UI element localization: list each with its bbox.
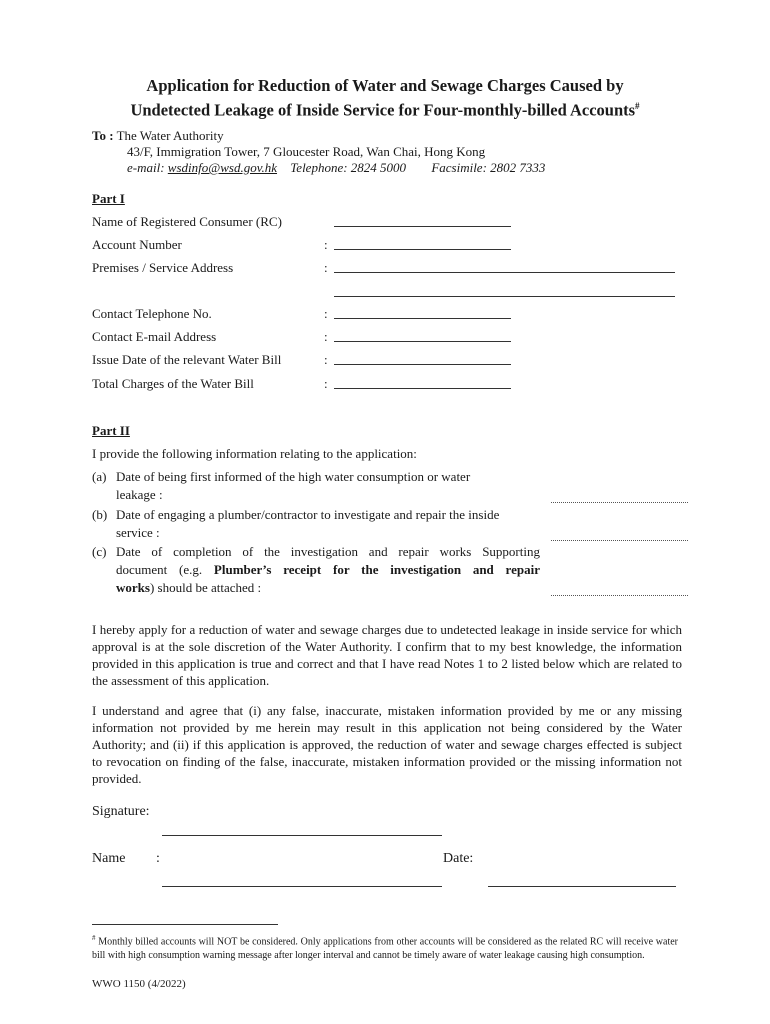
contact-email-input[interactable] [334,341,511,342]
field-label-premises-address: Premises / Service Address [92,260,234,275]
total-charges-input[interactable] [334,388,511,389]
to-label: To : [92,128,114,143]
date-input[interactable] [488,886,676,887]
footnote-mark: # [92,934,96,942]
signature-label: Signature: [92,804,150,819]
item-c-date-input[interactable] [551,595,688,596]
contact-line [127,160,545,176]
declaration-1: I hereby apply for a reduction of water and sewage charges due to undetected leakage in inside service for which approval is at the sole discretion of the Water Authority. I confirm that to my best knowledge, the information provided in this application is true and correct and that I have read Notes 1 to 2 listed below which are related to the assessment of this application. [92,622,682,688]
item-c-line-2-bold: Plumber’s receipt for the investigation and repair [213,562,540,577]
authority-address: 43/F, Immigration Tower, 7 Gloucester Road, Wan Chai, Hong Kong [127,144,486,159]
signature-input[interactable] [162,835,442,836]
item-b-line-1: Date of engaging a plumber/contractor to investigate and repair the inside [116,507,500,522]
field-colon: : [324,306,328,321]
title-footnote-mark: # [635,101,640,111]
form-title [60,75,710,121]
field-colon: : [324,237,328,252]
premises-address-input-line-2[interactable] [334,296,675,297]
part-2-heading: Part II [92,423,130,438]
addressee [92,128,224,144]
title-line-1: Application for Reduction of Water and Sewage Charges Caused by [146,76,624,95]
item-c-line-1: Date of completion of the investigation and repair works Supporting [116,544,540,559]
name-label: Name [92,851,126,866]
field-label-contact-email: Contact E-mail Address [92,329,217,344]
title-line-2: Undetected Leakage of Inside Service for Four-monthly-billed Accounts# [130,100,640,120]
item-c-line-2-text: document (e.g. [116,562,203,577]
item-a-line-2: leakage : [116,487,163,502]
telephone: Telephone: 2824 5000 [290,160,407,175]
item-c-label: (c) [92,544,107,559]
item-b-line-2: service : [116,525,160,540]
to-name: The Water Authority [116,128,224,143]
item-b-date-input[interactable] [551,540,688,541]
facsimile: Facsimile: 2802 7333 [431,160,546,175]
form-code: WWO 1150 (4/2022) [92,978,186,990]
footnote [92,931,678,963]
date-label: Date: [443,851,474,866]
account-number-input[interactable] [334,249,511,250]
contact-telephone-input[interactable] [334,318,511,319]
item-c-line-3-text: ) should be attached : [149,580,262,595]
item-c-line-3 [116,580,261,596]
item-a-label: (a) [92,469,107,484]
field-colon: : [324,352,328,367]
item-a-date-input[interactable] [551,502,688,503]
field-colon: : [324,329,328,344]
email-label: e-mail: [127,160,165,175]
email-link[interactable]: wsdinfo@wsd.gov.hk [167,160,278,175]
consumer-name-input[interactable] [334,226,511,227]
field-colon: : [324,260,328,275]
field-label-consumer-name: Name of Registered Consumer (RC) [92,214,282,229]
premises-address-input-line-1[interactable] [334,272,675,273]
field-label-issue-date: Issue Date of the relevant Water Bill [92,352,282,367]
footnote-text: Monthly billed accounts will NOT be considered. Only applications from other accounts will be considered as the related RC will receive water bill with high consumption warning message after longer interval and cannot be timely aware of water leakage causing high consumption. [92,936,678,962]
item-c-line-2 [116,562,540,578]
issue-date-input[interactable] [334,364,511,365]
item-c-line-3-bold: works [116,580,150,595]
field-label-contact-telephone: Contact Telephone No. [92,306,212,321]
name-colon: : [156,851,160,866]
field-label-account-number: Account Number [92,237,182,252]
field-label-total-charges: Total Charges of the Water Bill [92,376,254,391]
field-colon: : [324,376,328,391]
part-2-intro: I provide the following information relating to the application: [92,446,417,461]
name-input[interactable] [162,886,442,887]
part-1-heading: Part I [92,191,125,206]
declaration-2: I understand and agree that (i) any false, inaccurate, mistaken information provided by me or any missing information not provided by me herein may result in this application not being considered by the Water Authority; and (ii) if this application is approved, the reduction of water and sewage charges effected is subject to revocation on finding of the false, inaccurate, mistaken information provided or the missing information not provided. [92,703,682,786]
item-b-label: (b) [92,507,108,522]
item-a-line-1: Date of being first informed of the high water consumption or water [116,469,471,484]
footnote-divider [92,924,278,925]
